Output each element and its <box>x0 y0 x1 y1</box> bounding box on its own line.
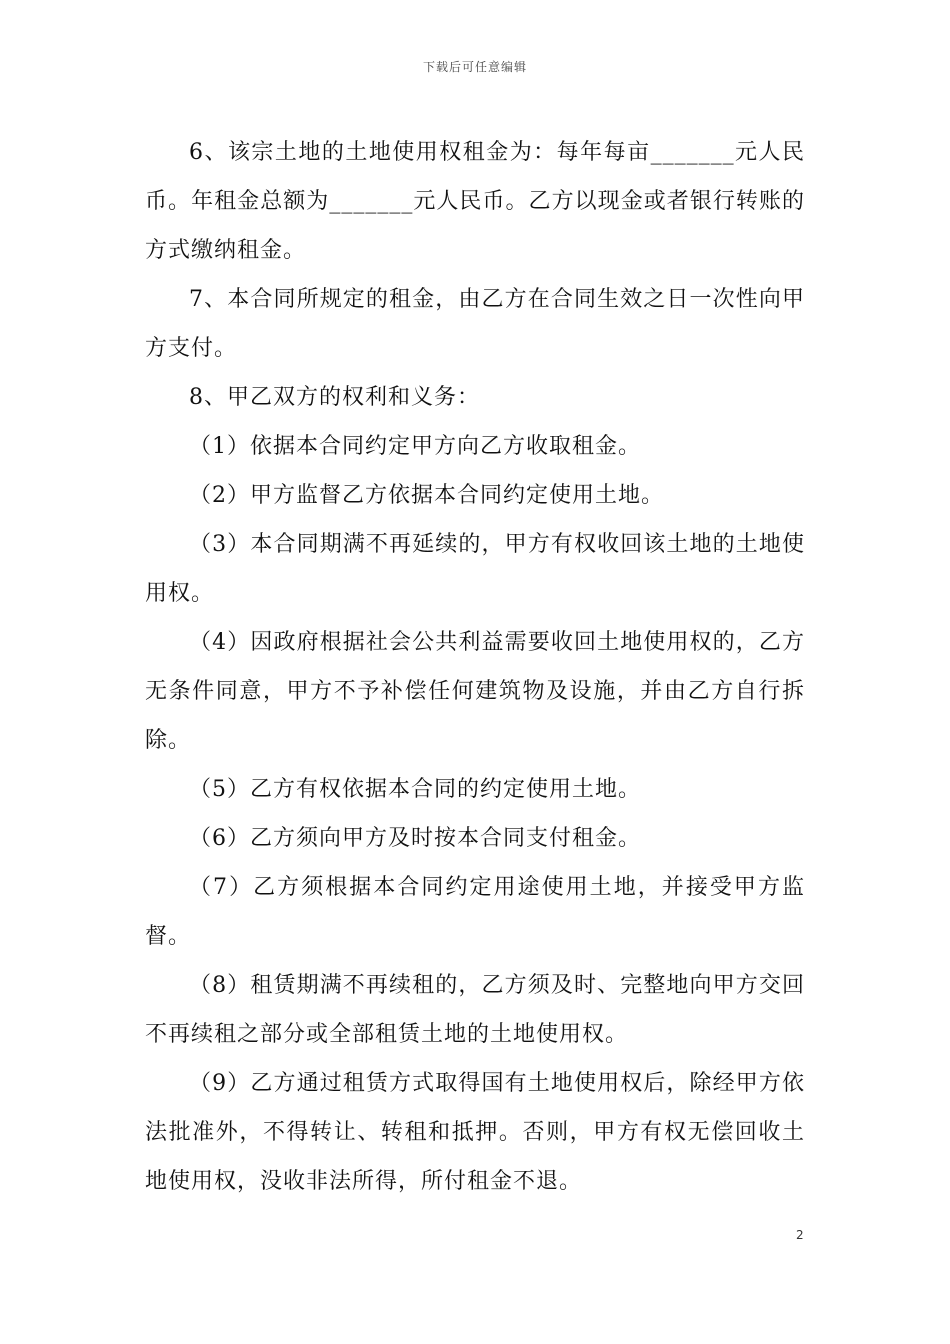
clause-8-item-2: （2）甲方监督乙方依据本合同约定使用土地。 <box>189 483 664 508</box>
clause-8-item-4: （4）因政府根据社会公共利益需要收回土地使用权的，乙方无条件同意，甲方不予补偿任何建筑物及设施，并由乙方自行拆除。 <box>145 630 805 753</box>
clause-8-item-6: （6）乙方须向甲方及时按本合同支付租金。 <box>189 826 641 851</box>
clause-8-item-3: （3）本合同期满不再延续的，甲方有权收回该土地的土地使用权。 <box>145 532 805 606</box>
page-number: 2 <box>796 1228 804 1242</box>
document-body <box>145 128 805 1206</box>
page-header-watermark: 下载后可任意编辑 <box>422 60 527 74</box>
clause-8-item-5: （5）乙方有权依据本合同的约定使用土地。 <box>189 777 641 802</box>
clause-8-item-9: （9）乙方通过租赁方式取得国有土地使用权后，除经甲方依法批准外，不得转让、转租和抵押。否则，甲方有权无偿回收土地使用权，没收非法所得，所付租金不退。 <box>145 1071 805 1194</box>
clause-8-item-1: （1）依据本合同约定甲方向乙方收取租金。 <box>189 434 641 459</box>
clause-6-rent-amount: 6、该宗土地的土地使用权租金为：每年每亩_______元人民币。年租金总额为_______元人民币。乙方以现金或者银行转账的方式缴纳租金。 <box>145 140 805 263</box>
clause-7-rent-payment: 7、本合同所规定的租金，由乙方在合同生效之日一次性向甲方支付。 <box>145 287 805 361</box>
clause-8-heading: 8、甲乙双方的权利和义务： <box>189 385 480 410</box>
clause-8-item-8: （8）租赁期满不再续租的，乙方须及时、完整地向甲方交回不再续租之部分或全部租赁土地的土地使用权。 <box>145 973 805 1047</box>
clause-8-item-7: （7）乙方须根据本合同约定用途使用土地，并接受甲方监督。 <box>145 875 805 949</box>
